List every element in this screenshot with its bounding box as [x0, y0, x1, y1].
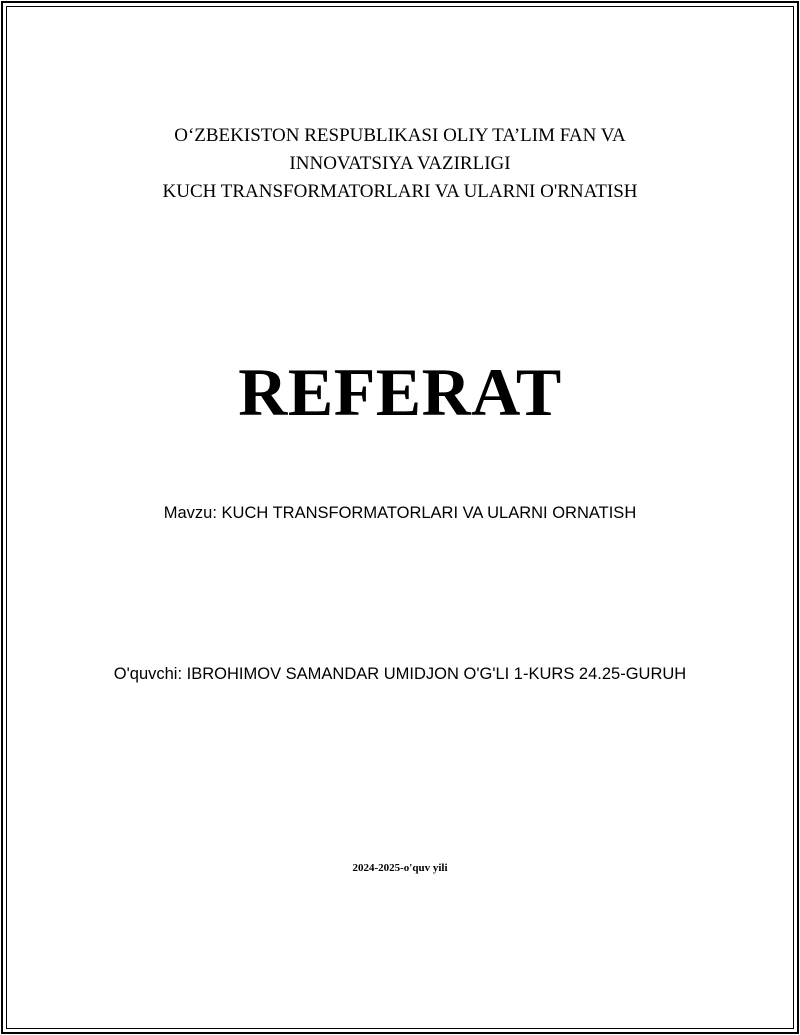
- topic-line: Mavzu: KUCH TRANSFORMATORLARI VA ULARNI ORNATISH: [163, 504, 637, 522]
- header-line-2: INNOVATSIYA VAZIRLIGI: [289, 153, 511, 174]
- header-line-1: O‘ZBEKISTON RESPUBLIKASI OLIY TA’LIM FAN VA: [174, 125, 626, 146]
- header-line-3: KUCH TRANSFORMATORLARI VA ULARNI O'RNATISH: [162, 181, 638, 202]
- academic-year: 2024-2025-o'quv yili: [352, 862, 448, 874]
- document-title: REFERAT: [238, 354, 562, 430]
- student-info: O'quvchi: IBROHIMOV SAMANDAR UMIDJON O'G'LI 1-KURS 24.25-GURUH: [113, 665, 687, 683]
- ministry-header: [0, 122, 800, 206]
